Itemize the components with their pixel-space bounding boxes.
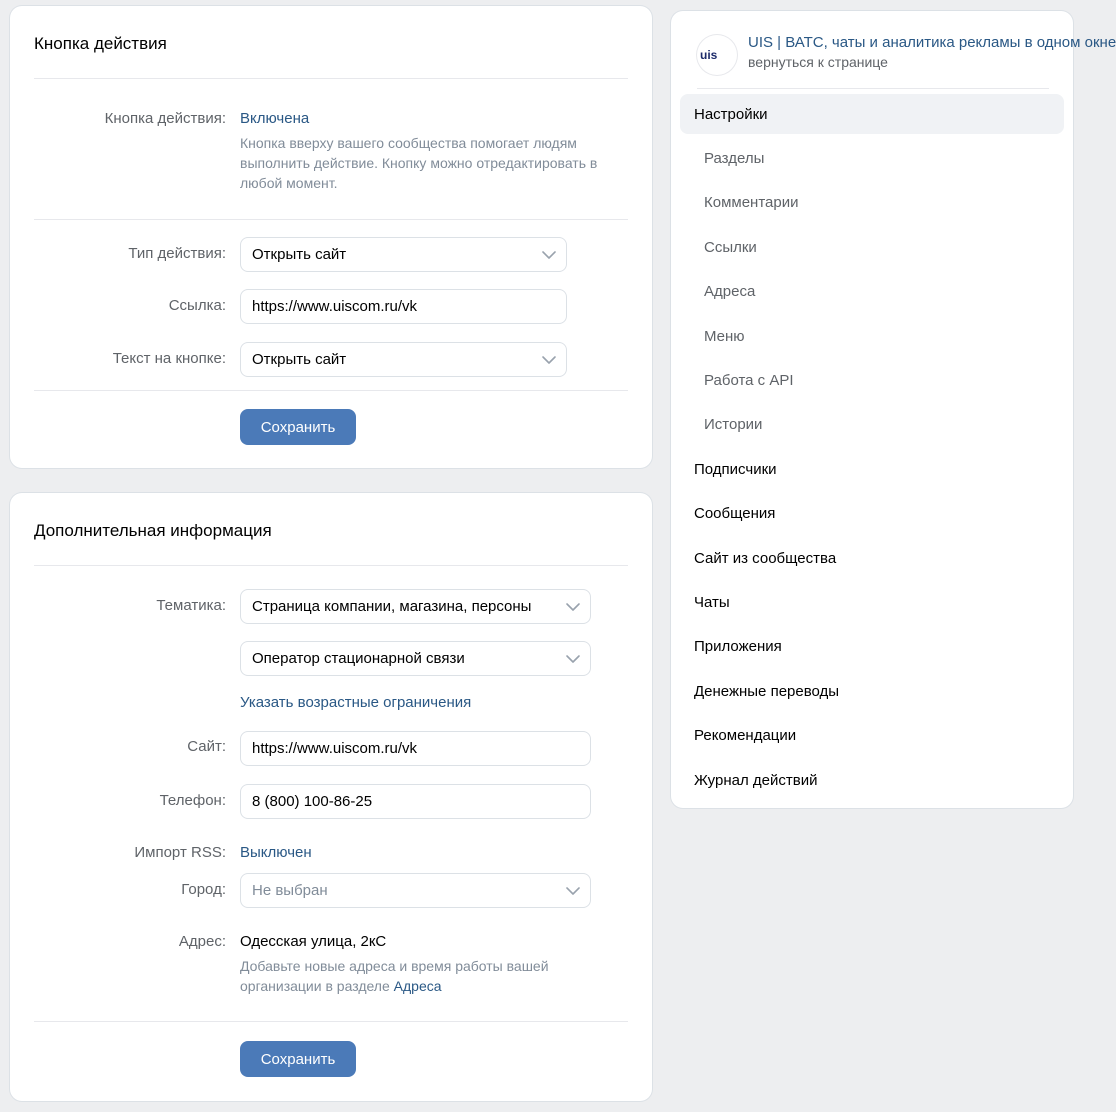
action-type-label: Тип действия: [128,245,226,262]
phone-input-value: 8 (800) 100-86-25 [252,793,373,810]
info-card-title: Дополнительная информация [34,521,272,540]
nav-item[interactable]: Приложения [694,638,782,656]
action-card-title: Кнопка действия [34,34,167,53]
uis-logo-icon [700,48,734,62]
nav-item[interactable]: Истории [704,416,763,434]
nav-item[interactable]: Ссылки [704,238,757,256]
action-status-hint: Кнопка вверху вашего сообщества помогает людям выполнить действие. Кнопку можно отредактировать в любой момент. [240,135,598,191]
nav-item[interactable]: Сайт из сообщества [694,549,837,567]
link-input-value: https://www.uiscom.ru/vk [252,298,418,315]
chevron-down-icon [542,356,556,364]
button-text-select[interactable] [240,342,567,377]
site-label: Сайт: [187,738,226,755]
divider [34,565,628,566]
additional-info-card [10,493,652,1101]
nav-item[interactable]: Комментарии [704,194,799,212]
phone-label: Телефон: [159,792,226,809]
city-label: Город: [181,881,226,898]
community-name-link[interactable]: UIS | ВАТС, чаты и аналитика рекламы в одном окне [748,34,1116,51]
address-hint-text: Добавьте новые адреса и время работы вашей организации в разделе [240,958,549,994]
nav-item[interactable]: Работа с API [704,371,794,389]
button-text-label: Текст на кнопке: [112,350,226,367]
brand-logo-text: uis [700,48,718,62]
action-type-select[interactable] [240,237,567,272]
nav-item[interactable]: Сообщения [694,505,776,523]
divider [34,78,628,79]
nav-item[interactable]: Журнал действий [694,771,818,789]
community-avatar[interactable] [697,35,737,75]
nav-item[interactable]: Рекомендации [694,727,797,745]
topic-value: Страница компании, магазина, персоны [252,598,532,615]
subtopic-value: Оператор стационарной связи [252,650,465,667]
topic-label: Тематика: [156,597,226,614]
phone-input[interactable] [240,784,591,819]
address-label: Адрес: [178,933,226,950]
divider [34,219,628,220]
nav-item[interactable]: Денежные переводы [694,682,840,700]
nav-item[interactable]: Подписчики [694,460,777,478]
settings-nav [671,11,1116,808]
link-label: Ссылка: [168,297,226,314]
divider [34,1021,628,1022]
divider [697,88,1049,89]
site-input-value: https://www.uiscom.ru/vk [252,740,418,757]
address-hint [240,956,600,996]
site-input[interactable] [240,731,591,766]
city-placeholder: Не выбран [252,882,328,899]
save-button[interactable]: Сохранить [240,1041,356,1077]
age-restriction-link[interactable]: Указать возрастные ограничения [240,694,472,711]
back-to-page-link[interactable]: вернуться к странице [748,54,888,70]
nav-item[interactable]: Чаты [694,593,730,611]
action-button-card [10,6,652,468]
chevron-down-icon [542,251,556,259]
subtopic-select[interactable] [240,641,591,676]
divider [34,390,628,391]
button-text-value: Открыть сайт [252,351,347,368]
action-status-label: Кнопка действия: [104,110,226,127]
nav-item[interactable]: Адреса [704,283,756,301]
action-type-value: Открыть сайт [252,246,347,263]
addresses-link[interactable]: Адреса [393,978,442,994]
rss-toggle[interactable]: Выключен [240,844,312,861]
action-status-toggle[interactable]: Включена [240,110,310,127]
nav-item[interactable]: Настройки [680,94,1064,134]
nav-item[interactable]: Меню [704,327,745,345]
nav-item[interactable]: Разделы [704,149,765,167]
link-input[interactable] [240,289,567,324]
rss-label: Импорт RSS: [134,844,226,861]
chevron-down-icon [566,887,580,895]
topic-select[interactable] [240,589,591,624]
save-button[interactable]: Сохранить [240,409,356,445]
chevron-down-icon [566,655,580,663]
address-value: Одесская улица, 2кС [240,933,387,950]
chevron-down-icon [566,603,580,611]
city-select[interactable] [240,873,591,908]
